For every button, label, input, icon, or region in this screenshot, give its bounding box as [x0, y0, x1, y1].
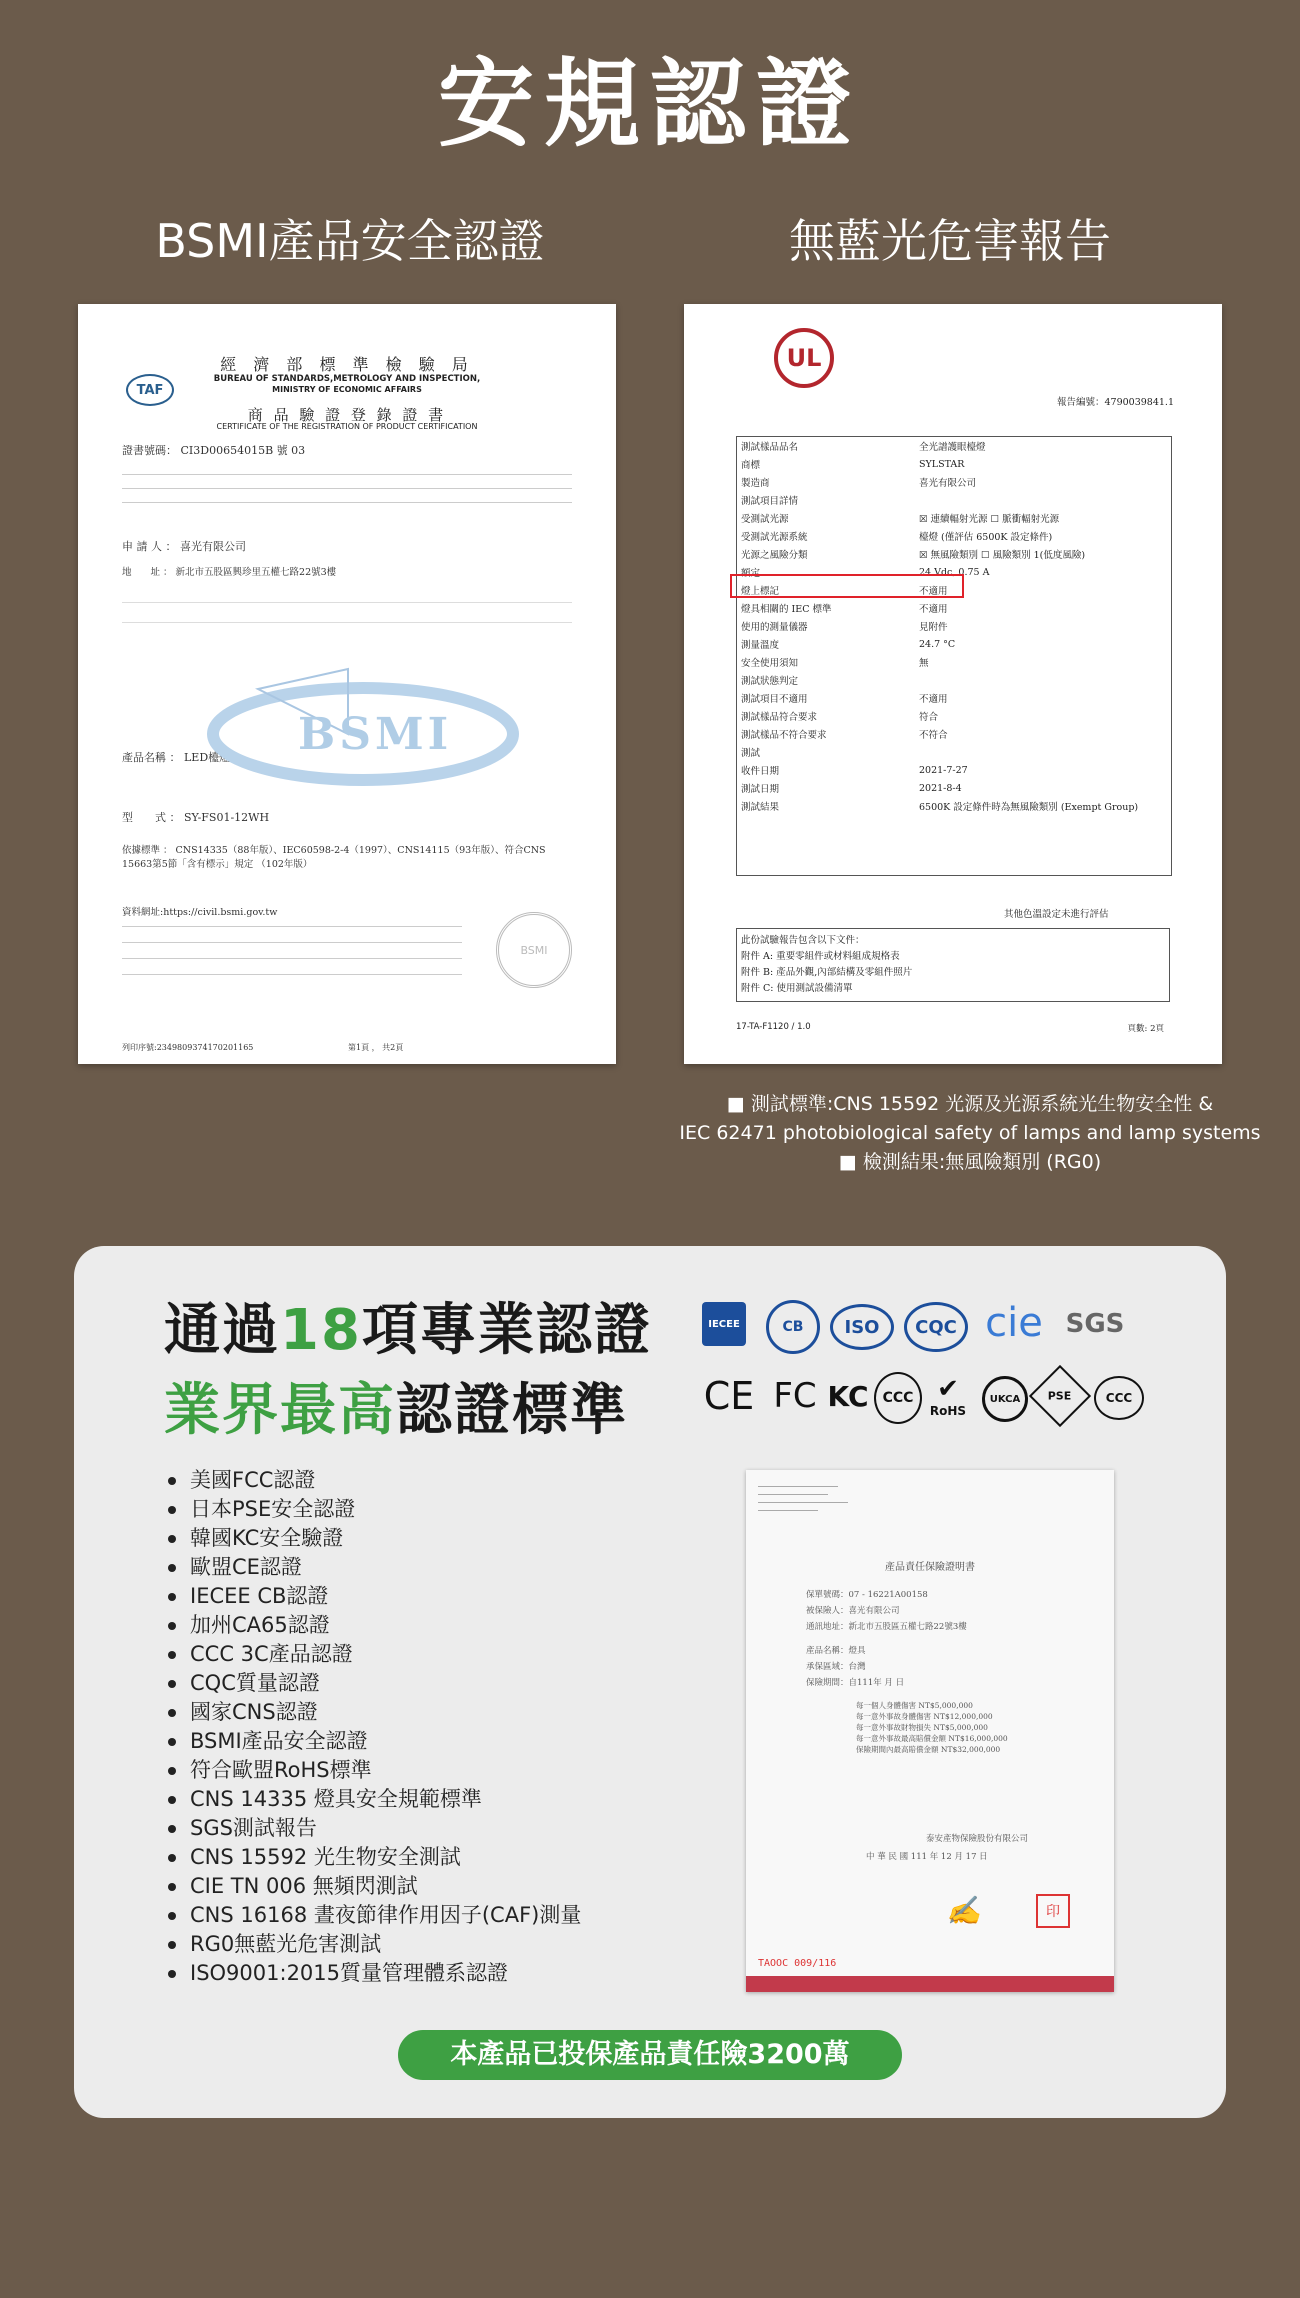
- certification-item: BSMI產品安全認證: [164, 1727, 581, 1756]
- std-note-2: IEC 62471 photobiological safety of lamps and lamp systems: [679, 1122, 1261, 1144]
- ul-row-key: 安全使用須知: [741, 658, 799, 669]
- sgs-logo-icon: SGS: [1065, 1309, 1125, 1339]
- insurance-insured: 被保險人：喜光有限公司: [806, 1606, 900, 1616]
- certification-item: 符合歐盟RoHS標準: [164, 1756, 581, 1785]
- ul-row: [737, 725, 1171, 743]
- ul-row: [737, 743, 1171, 761]
- insurance-badge: 本產品已投保產品責任險3200萬: [398, 2030, 902, 2080]
- ul-row: [737, 527, 1171, 545]
- ul-row-value: 24.7 °C: [919, 638, 956, 650]
- ul-row: [737, 689, 1171, 707]
- insurance-date: 中 華 民 國 111 年 12 月 17 日: [866, 1852, 988, 1862]
- signature-icon: ✍: [946, 1894, 981, 1927]
- ul-row-value: 見附件: [919, 622, 948, 633]
- rohs-logo-icon: ✔ RoHS: [929, 1374, 967, 1418]
- taf-logo-icon: TAF: [126, 374, 174, 406]
- ul-att-a: 附件 A: 重要零組件或材料組成規格表: [741, 951, 900, 962]
- ul-row-key: 測試項目不適用: [741, 694, 808, 705]
- blue-light-section-title: 無藍光危害報告: [789, 214, 1111, 268]
- insurance-limit-line: 每一意外事故最高賠償金額 NT$16,000,000: [856, 1734, 1008, 1743]
- ul-row-value: 不適用: [919, 604, 948, 615]
- company-stamp-icon: 印: [1036, 1894, 1070, 1928]
- ul-row-key: 測量溫度: [741, 640, 780, 651]
- ul-row-key: 測試狀態判定: [741, 676, 799, 687]
- insurance-limit-line: 每一意外事故財物損失 NT$5,000,000: [856, 1723, 988, 1732]
- std-note-3: ■ 檢測結果:無風險類別 (RG0): [838, 1151, 1102, 1173]
- ul-row-value: ☒ 連續輻射光源 ☐ 脈衝輻射光源: [919, 514, 1060, 525]
- bsmi-cert-no: 證書號碼： CI3D00654015B 號 03: [122, 444, 306, 457]
- ukca-logo-icon: UKCA: [982, 1376, 1028, 1422]
- ul-row-value: 24 Vdc, 0.75 A: [919, 566, 990, 578]
- bsmi-section-title: BSMI產品安全認證: [155, 214, 545, 268]
- certification-item: CIE TN 006 無頻閃測試: [164, 1872, 581, 1901]
- ul-row-value: ☒ 無風險類別 ☐ 風險類別 1(低度風險): [919, 550, 1086, 561]
- ul-report: [684, 304, 1222, 1064]
- kc-logo-icon: KC: [827, 1379, 869, 1413]
- insurance-footer-bar: [746, 1976, 1114, 1992]
- ul-row-value: 不符合: [919, 730, 948, 741]
- ul-att-b: 附件 B: 產品外觀,內部結構及零組件照片: [741, 967, 913, 978]
- insurance-product: 產品名稱：燈具: [806, 1646, 866, 1656]
- bsmi-product: 產品名稱 ： LED檯燈: [122, 751, 231, 764]
- ul-row-value: 無: [919, 658, 929, 669]
- ul-row: [737, 491, 1171, 509]
- ul-row-value: SYLSTAR: [919, 458, 965, 470]
- ul-row-key: 受測試光源系統: [741, 532, 808, 543]
- certification-item: 美國FCC認證: [164, 1466, 581, 1495]
- risk-class-highlight: [730, 574, 964, 598]
- ul-row-value: 符合: [919, 712, 939, 723]
- bsmi-cert-title: 商 品 驗 證 登 錄 證 書: [247, 406, 447, 424]
- pse-logo-icon: PSE: [1029, 1365, 1091, 1427]
- certification-item: 國家CNS認證: [164, 1698, 581, 1727]
- insurance-limits: [856, 1700, 1008, 1755]
- page-title: 安規認證: [438, 48, 862, 160]
- ul-attachments-title: 此份試驗報告包含以下文件：: [741, 935, 865, 946]
- iso-logo-icon: ISO: [830, 1304, 894, 1350]
- ul-row-key: 使用的測量儀器: [741, 622, 808, 633]
- bsmi-address: 地 址 ： 新北市五股區興珍里五權七路22號3樓: [122, 567, 337, 578]
- ul-row: [737, 779, 1171, 797]
- cb-logo-icon: CB: [766, 1300, 820, 1354]
- ul-row-key: 製造商: [741, 478, 770, 489]
- ul-row-value: 不適用: [919, 586, 948, 597]
- insurance-code: TAOOC 009/116: [758, 1958, 837, 1969]
- ul-row: [737, 671, 1171, 689]
- test-standard-notes: [640, 1090, 1300, 1177]
- bsmi-seal-icon: BSMI: [496, 912, 572, 988]
- certification-item: 日本PSE安全認證: [164, 1495, 581, 1524]
- std-note-1: ■ 測試標準:CNS 15592 光源及光源系統光生物安全性 &: [726, 1093, 1214, 1115]
- ul-row: [737, 761, 1171, 779]
- certification-item: 加州CA65認證: [164, 1611, 581, 1640]
- ul-row-key: 測試結果: [741, 802, 780, 813]
- ul-att-c: 附件 C: 使用測試設備清單: [741, 983, 853, 994]
- ul-row-key: 光源之風險分類: [741, 550, 808, 561]
- ul-row-key: 商標: [741, 460, 761, 471]
- ul-row-value: 不適用: [919, 694, 948, 705]
- bsmi-cert-title-en: CERTIFICATE OF THE REGISTRATION OF PRODUCT CERTIFICATION: [216, 422, 478, 431]
- bsmi-footer: 列印序號:2349809374170201165: [122, 1043, 254, 1052]
- ul-row: [737, 617, 1171, 635]
- ul-row-value: [915, 671, 1171, 689]
- insurance-company: 泰安產物保險股份有限公司: [926, 1834, 1029, 1844]
- ul-attachments: [736, 928, 1170, 1002]
- certification-item: SGS測試報告: [164, 1814, 581, 1843]
- ul-row: [737, 797, 1171, 815]
- insurance-certificate: [746, 1470, 1114, 1992]
- ul-row-key: 測試: [741, 748, 761, 759]
- certification-item: 韓國KC安全驗證: [164, 1524, 581, 1553]
- certification-item: CNS 14335 燈具安全規範標準: [164, 1785, 581, 1814]
- bsmi-page-info: 第1頁 ， 共2頁: [348, 1043, 404, 1052]
- bsmi-applicant: 申 請 人 ： 喜光有限公司: [122, 540, 246, 553]
- ul-row-value: 檯燈 (僅評估 6500K 設定條件): [919, 532, 1053, 543]
- insurance-area: 承保區域：台灣: [806, 1662, 866, 1672]
- ul-row-value: [915, 491, 1171, 509]
- ul-row-key: 燈具相關的 IEC 標準: [741, 604, 832, 615]
- cqc-logo-icon: CQC: [904, 1302, 968, 1352]
- ul-form-no: 17-TA-F1120 / 1.0: [736, 1022, 811, 1032]
- ul-row-key: 測試日期: [741, 784, 780, 795]
- ul-row: [737, 509, 1171, 527]
- ul-row-key: 測試樣品不符合要求: [741, 730, 827, 741]
- iecee-logo-icon: IECEE: [702, 1302, 746, 1346]
- ul-report-table: [736, 436, 1172, 876]
- ul-row-value: 2021-7-27: [919, 764, 968, 776]
- panel-heading-1: 通過18項專業認證: [164, 1298, 652, 1363]
- insurance-no: 保單號碼：07 - 16221A00158: [806, 1590, 928, 1600]
- ce-logo-icon: CE: [703, 1374, 755, 1418]
- ul-row: [737, 599, 1171, 617]
- insurance-limit-line: 保險期間內最高賠償金額 NT$32,000,000: [856, 1745, 1001, 1754]
- ul-row-key: 測試樣品品名: [741, 442, 799, 453]
- bsmi-certificate: [78, 304, 616, 1064]
- insurance-address: 通訊地址：新北市五股區五權七路22號3樓: [806, 1622, 967, 1632]
- certification-item: ISO9001:2015質量管理體系認證: [164, 1959, 581, 1988]
- ul-row: [737, 545, 1171, 563]
- ul-row: [737, 707, 1171, 725]
- certifications-panel: [74, 1246, 1226, 2118]
- recycle-ccc-logo-icon: CCC: [874, 1372, 922, 1424]
- ul-row-key: 測試項目詳情: [741, 496, 799, 507]
- ul-row-value: 全光譜護眼檯燈: [919, 442, 986, 453]
- ul-logo-icon: UL: [774, 328, 834, 388]
- ul-row-value: 6500K 設定條件時為無風險類別 (Exempt Group): [919, 802, 1139, 813]
- ul-row-value: [915, 743, 1171, 761]
- panel-heading-2: 業界最高認證標準: [164, 1378, 628, 1443]
- certification-item: CQC質量認證: [164, 1669, 581, 1698]
- insurance-limit-line: 每一個人身體傷害 NT$5,000,000: [856, 1701, 973, 1710]
- bsmi-model: 型 式 ： SY-FS01-12WH: [122, 811, 270, 824]
- ul-row-key: 額定: [741, 568, 761, 579]
- ul-row-key: 測試樣品符合要求: [741, 712, 818, 723]
- ul-row-key: 燈上標記: [741, 586, 780, 597]
- ul-row: [737, 653, 1171, 671]
- certification-item: 歐盟CE認證: [164, 1553, 581, 1582]
- bsmi-header-cn: 經 濟 部 標 準 檢 驗 局: [220, 355, 474, 374]
- certification-item: IECEE CB認證: [164, 1582, 581, 1611]
- certification-item: RG0無藍光危害測試: [164, 1930, 581, 1959]
- insurance-period: 保險期間：自111年 月 日: [806, 1678, 905, 1688]
- certification-item: CNS 16168 晝夜節律作用因子(CAF)測量: [164, 1901, 581, 1930]
- certification-item: CNS 15592 光生物安全測試: [164, 1843, 581, 1872]
- certification-list: [164, 1466, 581, 1988]
- ul-page: 頁數: 2頁: [1127, 1024, 1164, 1034]
- ul-report-no: 報告編號：4790039841.1: [1056, 397, 1174, 408]
- bsmi-header-en1: BUREAU OF STANDARDS,METROLOGY AND INSPECTION,: [213, 374, 481, 384]
- bsmi-header-en2: MINISTRY OF ECONOMIC AFFAIRS: [272, 385, 422, 394]
- ul-row-key: 受測試光源: [741, 514, 789, 525]
- ul-note: 其他色溫設定未進行評估: [1004, 909, 1109, 920]
- ul-row-value: 2021-8-4: [919, 782, 962, 794]
- certification-item: CCC 3C產品認證: [164, 1640, 581, 1669]
- cie-logo-icon: cie: [985, 1300, 1043, 1346]
- ul-row: [737, 437, 1171, 455]
- ul-row: [737, 473, 1171, 491]
- bsmi-website: 資料網址:https://civil.bsmi.gov.tw: [122, 907, 278, 918]
- fc-logo-icon: FC: [773, 1376, 817, 1416]
- ul-row: [737, 635, 1171, 653]
- insurance-title: 產品責任保險證明書: [885, 1562, 975, 1573]
- bsmi-standard: 依據標準 ： CNS14335（88年版）、IEC60598-2-4（1997）、CNS14115（93年版）、符合CNS 15663第5節「含有標示」規定 （102年版）: [122, 845, 546, 870]
- insurance-limit-line: 每一意外事故身體傷害 NT$12,000,000: [856, 1712, 993, 1721]
- ul-row-value: 喜光有限公司: [919, 478, 977, 489]
- ul-row-key: 收件日期: [741, 766, 780, 777]
- bsmi-watermark-text: BSMI: [298, 709, 453, 760]
- ul-row: [737, 455, 1171, 473]
- ccc-logo-icon: CCC: [1094, 1376, 1144, 1420]
